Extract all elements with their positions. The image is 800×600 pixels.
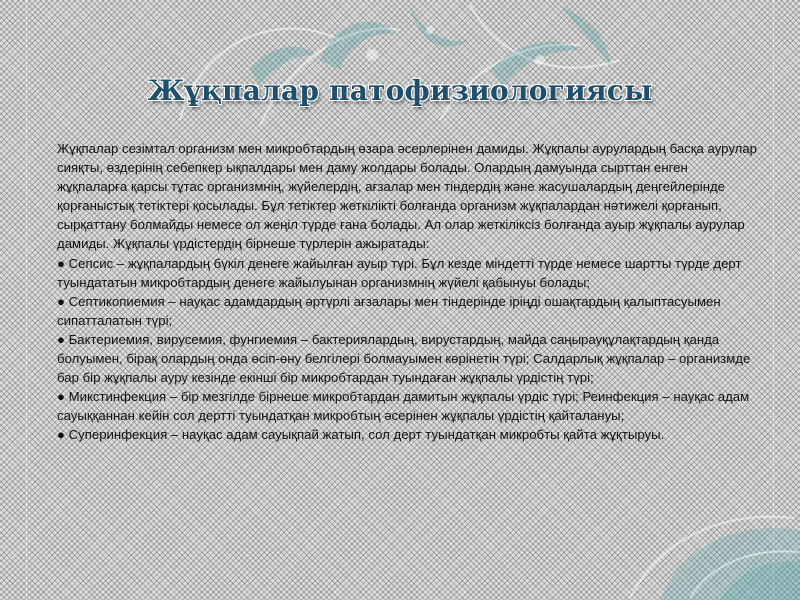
intro-paragraph: Жұқпалар сезімтал организм мен микробтардың өзара әсерлерінен дамиды. Жұқпалы аурулардың басқа аурулар сияқты, өздерінің себепкер ықпалдары мен даму жолдары болады. Олардың дамуында сырттан енген жұқпаларға қарсы тұтас организмнің, жүйелердің, ағзалар мен тіндердің және жасушалардың деңгейлерінде қорғаныстық тетіктері қосылады. Бұл тетіктер жеткілікті болғанда организм жұқпалардан нәтижелі қорғанып, сырқаттану болмайды немесе ол жеңіл түрде ғана болады. Ал олар жеткіліксіз болғанда ауыр жұқпалы аурулар дамиды. Жұқпалы үрдістердің бірнеше түрлерін ажыратады: bbox=[57, 141, 758, 252]
bullet-superinfection: ● Суперинфекция – науқас адам сауықпай жатып, сол дерт туындатқан микробты қайта жұқтыруы. bbox=[57, 427, 665, 443]
slide-title: Жұқпалар патофизиологиясы bbox=[147, 74, 653, 107]
bullet-sepsis: ● Сепсис – жұқпалардың бүкіл денеге жайылған ауыр түрі. Бұл кезде міндетті түрде немесе шартты түрде дерт туындататын микробтардың денеге жайылуынан организмнің жүйелі қабынуы болады; bbox=[57, 255, 742, 290]
slide-body bbox=[57, 139, 757, 445]
bullet-bacteremia: ● Бактериемия, вирусемия, фунгиемия – бактериялардың, вирустардың, майда саңырауқұлақтардың қанда болуымен, бірақ олардың онда өсіп-өну белгілері болмауымен көрінетін түрі; Салдарлық жұқпалар – организмде бар бір жұқпалы ауру кезінде екінші бір микробтардан туындаған жұқпалы үрдістің түрі; bbox=[57, 331, 751, 386]
bullet-mixed-infection: ● Микстинфекция – бір мезгілде бірнеше микробтардан дамитын жұқпалы үрдіс түрі; Реинфекция – науқас адам сауыққаннан кейін сол дертті туындатқан микробтың әсерінен жұқпалы үрдістің қайталануы; bbox=[57, 389, 750, 424]
bullet-septicopyemia: ● Септикопиемия – науқас адамдардың әртүрлі ағзалары мен тіндерінде іріңді ошақтардың қалыптасуымен сипатталатын түрі; bbox=[57, 293, 721, 328]
